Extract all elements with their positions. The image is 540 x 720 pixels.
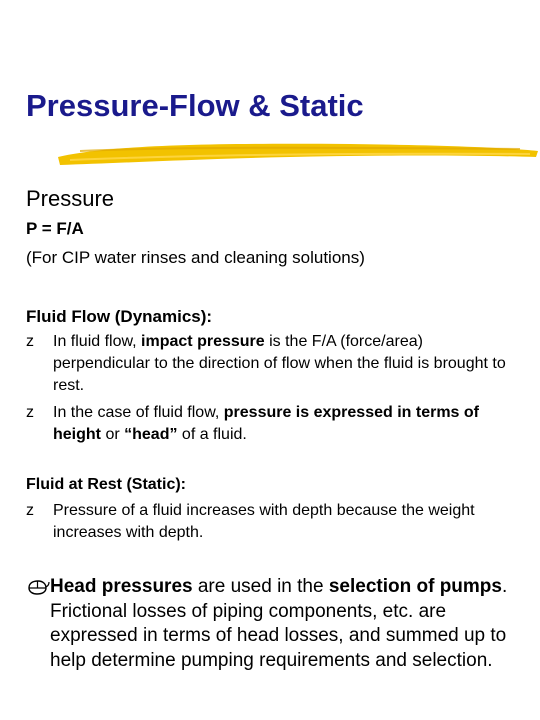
bullet-marker-icon: z xyxy=(26,502,34,519)
bullet-marker-icon: z xyxy=(26,404,34,421)
formula-note: (For CIP water rinses and cleaning solutions) xyxy=(26,248,365,267)
pressure-formula: P = F/A xyxy=(26,219,84,238)
fluid-rest-bullet xyxy=(26,500,516,544)
paragraph-text: Head pressures are used in the selection of pumps. Frictional losses of piping components, etc. are expressed in terms of head losses, and summed up to help determine pumping requirements and selection. xyxy=(50,576,508,671)
bullet-text: In fluid flow, impact pressure is the F/A (force/area) perpendicular to the direction of flow when the fluid is brought to rest. xyxy=(53,333,506,394)
bullet-text: In the case of fluid flow, pressure is expressed in terms of height or “head” of a fluid. xyxy=(53,404,479,443)
head-pressures-paragraph xyxy=(26,575,526,673)
pressure-heading: Pressure xyxy=(26,186,115,211)
slide-title: Pressure-Flow & Static xyxy=(26,88,364,123)
fluid-flow-heading: Fluid Flow (Dynamics): xyxy=(26,307,213,326)
highlighter-stroke-decoration xyxy=(50,135,540,171)
fluid-flow-bullet-head xyxy=(26,402,516,446)
bullet-text: Pressure of a fluid increases with depth because the weight increases with depth. xyxy=(53,502,475,541)
fluid-flow-bullet-impact xyxy=(26,331,516,397)
mouse-icon xyxy=(26,577,50,597)
fluid-at-rest-heading: Fluid at Rest (Static): xyxy=(26,476,187,493)
bullet-marker-icon: z xyxy=(26,333,34,350)
